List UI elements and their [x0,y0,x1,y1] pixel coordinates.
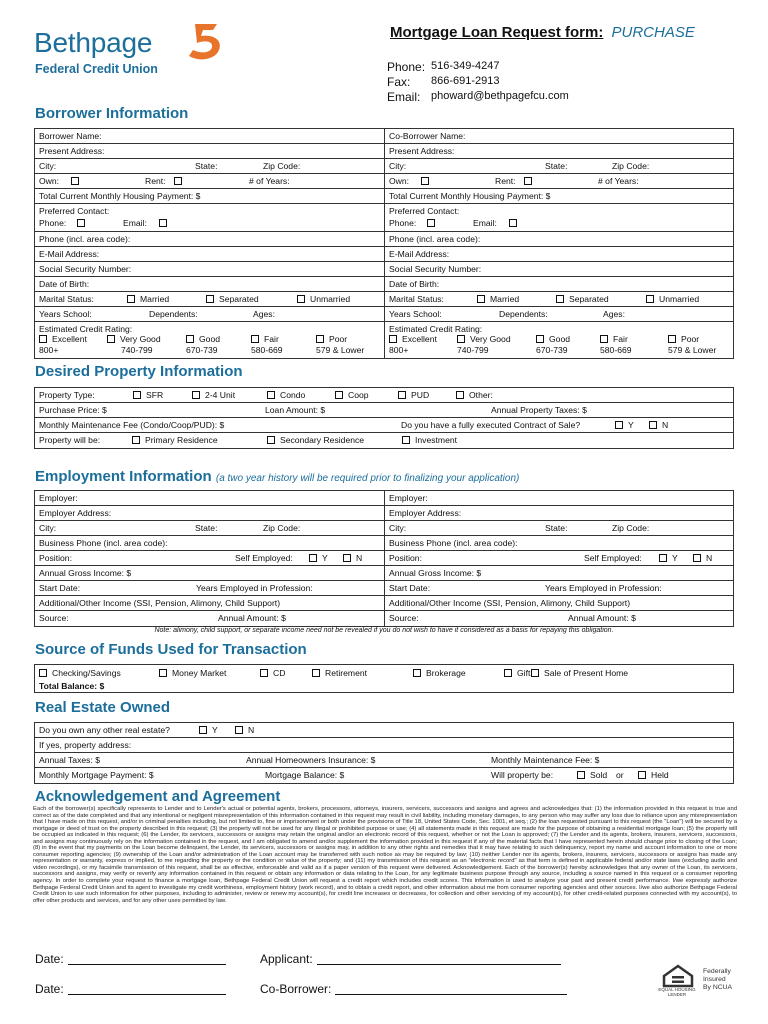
property-type-label: Property Type: [39,390,95,400]
option-label: Excellent [52,334,87,344]
option-label: Poor [681,334,700,344]
maintenance-fee-field[interactable]: Monthly Maintenance Fee (Condo/Coop/PUD): $ [39,420,225,430]
coborrower-phone-field[interactable]: Phone (incl. area code): [389,234,481,244]
checkbox-icon [260,669,268,677]
funds-retirement-option[interactable] [312,666,367,680]
primary-residence-option[interactable] [132,433,218,447]
co-gross-income-field[interactable]: Annual Gross Income: $ [389,568,482,578]
checkbox-icon [316,335,324,343]
borrower-pref-email-label: Email: [123,218,147,228]
coborrower-own-checkbox[interactable] [421,174,434,188]
fax-value: 866-691-2913 [431,75,500,87]
form-title-text: Mortgage Loan Request form: [390,24,604,41]
coborrower-rent-label: Rent: [495,176,516,186]
checkbox-icon [71,177,79,185]
checkbox-icon [297,295,305,303]
checkbox-icon [536,335,544,343]
borrower-housing-field[interactable]: Total Current Monthly Housing Payment: $ [39,191,201,201]
contract-no-option[interactable] [649,418,668,432]
self-employed-no[interactable] [343,551,362,565]
property-will-be-label: Property will be: [39,435,101,445]
contact-fax [387,75,500,89]
checkbox-icon [267,436,275,444]
coborrower-years-field[interactable]: # of Years: [598,176,639,186]
checkbox-icon [343,554,351,562]
option-label: Married [490,294,520,304]
option-label: Y [628,420,634,430]
option-label: Secondary Residence [280,435,365,445]
contact-phone [387,60,500,74]
checkbox-icon [174,177,182,185]
logo-name: Bethpage [34,27,153,58]
property-24unit-option[interactable] [192,388,235,402]
phone-label: Phone: [387,60,426,74]
co-employer-address-field[interactable]: Employer Address: [389,508,462,518]
purchase-price-field[interactable]: Purchase Price: $ [39,405,107,415]
borrower-ssn-field[interactable]: Social Security Number: [39,264,132,274]
checkbox-icon [524,177,532,185]
checkbox-icon [235,726,243,734]
borrower-own-label: Own: [39,176,60,186]
checkbox-icon [159,669,167,677]
option-label: Gift [517,668,531,678]
email-label: Email: [387,90,421,104]
borrower-ages-field[interactable]: Ages: [253,309,275,319]
co-source-field[interactable]: Source: [389,613,419,623]
funds-money-market-option[interactable] [159,666,226,680]
investment-option[interactable] [402,433,457,447]
option-label: N [356,553,363,563]
borrower-state-field[interactable]: State: [195,161,218,171]
borrower-pref-email-checkbox[interactable] [159,216,172,230]
applicant-signature[interactable] [260,952,561,966]
option-label: Primary Residence [145,435,218,445]
co-additional-income-label: Additional/Other Income (SSI, Pension, Alimony, Child Support) [389,598,631,608]
checkbox-icon [312,669,320,677]
mortgage-payment-field[interactable]: Monthly Mortgage Payment: $ [39,770,154,780]
section-realestate-title: Real Estate Owned [35,699,171,716]
co-self-employed-label: Self Employed: [584,553,642,563]
source-field[interactable]: Source: [39,613,69,623]
borrower-phone-field[interactable]: Phone (incl. area code): [39,234,131,244]
property-sfr-option[interactable] [133,388,163,402]
credit-range: 580-669 [251,345,283,355]
borrower-pref-phone-checkbox[interactable] [77,216,90,230]
option-label: Very Good [120,334,161,344]
coborrower-ages-field[interactable]: Ages: [603,309,625,319]
employment-subtitle: (a two year history will be required prior to finalizing your application) [215,473,520,484]
annual-amount-field[interactable]: Annual Amount: $ [218,613,286,623]
signature-line [335,994,567,995]
borrower-rent-checkbox[interactable] [174,174,187,188]
form-title [390,24,695,41]
other-property-address-field[interactable]: If yes, property address: [39,740,132,750]
co-employer-city-field[interactable]: City: [389,523,407,533]
own-other-yes[interactable] [199,723,218,737]
co-start-date-field[interactable]: Start Date: [389,583,431,593]
coborrower-housing-field[interactable]: Total Current Monthly Housing Payment: $ [389,191,551,201]
annual-taxes-field[interactable]: Annual Taxes: $ [39,755,100,765]
funds-brokerage-option[interactable] [413,666,466,680]
date-signature-1[interactable] [35,952,226,966]
credit-range: 740-799 [457,345,489,355]
option-label: PUD [411,390,430,400]
realestate-table [34,722,734,784]
borrower-address-field[interactable]: Present Address: [39,146,105,156]
checkbox-icon [335,391,343,399]
option-label: Checking/Savings [52,668,121,678]
co-annual-amount-field[interactable]: Annual Amount: $ [568,613,636,623]
total-balance-field[interactable]: Total Balance: $ [39,681,105,691]
checkbox-icon [659,554,667,562]
coborrower-pref-phone-checkbox[interactable] [427,216,440,230]
option-label: Other: [469,390,493,400]
credit-range: 800+ [39,345,59,355]
option-label: Condo [280,390,306,400]
additional-income-label: Additional/Other Income (SSI, Pension, Alimony, Child Support) [39,598,281,608]
employment-title-text: Employment Information [35,468,212,485]
will-property-be-label: Will property be: [491,770,554,780]
checkbox-icon [199,726,207,734]
coborrower-ssn-field[interactable]: Social Security Number: [389,264,482,274]
signature-line [68,964,226,965]
years-profession-field[interactable]: Years Employed in Profession: [196,583,313,593]
option-label: Fair [264,334,279,344]
borrower-table [34,128,734,359]
own-other-label: Do you own any other real estate? [39,725,170,735]
checkbox-icon [646,295,654,303]
checkbox-icon [77,219,85,227]
checkbox-icon [509,219,517,227]
form-title-type: PURCHASE [611,24,695,41]
option-label: N [662,420,669,430]
employer-city-field[interactable]: City: [39,523,57,533]
section-borrower-title: Borrower Information [35,105,189,122]
option-label: Poor [329,334,348,344]
checkbox-icon [456,391,464,399]
borrower-credit-label: Estimated Credit Rating: [39,324,133,334]
coborrower-signature[interactable] [260,982,567,996]
option-label: 2-4 Unit [205,390,236,400]
coborrower-address-field[interactable]: Present Address: [389,146,455,156]
coborrower-dob-field[interactable]: Date of Birth: [389,279,440,289]
option-label: Good [199,334,221,344]
business-phone-field[interactable]: Business Phone (incl. area code): [39,538,168,548]
option-label: Y [212,725,218,735]
option-label: Held [651,770,669,780]
property-held-option[interactable] [638,768,669,782]
checkbox-icon [477,295,485,303]
borrower-dob-field[interactable]: Date of Birth: [39,279,90,289]
funds-gift-option[interactable] [504,666,530,680]
borrower-pref-phone-label: Phone: [39,218,67,228]
checkbox-icon [615,421,623,429]
borrower-city-field[interactable]: City: [39,161,57,171]
option-label: Sold [590,770,608,780]
option-label: Unmarried [659,294,700,304]
borrower-email-field[interactable]: E-Mail Address: [39,249,100,259]
checkbox-icon [39,669,47,677]
funds-sale-option[interactable] [531,666,628,680]
checkbox-icon [504,669,512,677]
checkbox-icon [159,219,167,227]
coborrower-preferred-label: Preferred Contact: [389,206,460,216]
or-label: or [616,770,624,780]
fax-label: Fax: [387,75,411,89]
borrower-unmarried-option[interactable] [297,292,350,306]
borrower-school-field[interactable]: Years School: [39,309,92,319]
coborrower-email-field[interactable]: E-Mail Address: [389,249,450,259]
option-label: N [248,725,255,735]
coborrower-pref-email-label: Email: [473,218,497,228]
co-years-profession-field[interactable]: Years Employed in Profession: [545,583,662,593]
borrower-zip-field[interactable]: Zip Code: [263,161,301,171]
coborrower-credit-label: Estimated Credit Rating: [389,324,483,334]
employer-address-field[interactable]: Employer Address: [39,508,112,518]
option-label: Coop [348,390,369,400]
checkbox-icon [309,554,317,562]
checkbox-icon [389,335,397,343]
option-label: N [706,553,713,563]
checkbox-icon [133,391,141,399]
property-pud-option[interactable] [398,388,429,402]
gross-income-field[interactable]: Annual Gross Income: $ [39,568,132,578]
other-maintenance-fee-field[interactable]: Monthly Maintenance Fee: $ [491,755,600,765]
option-label: Money Market [172,668,227,678]
option-label: Very Good [470,334,511,344]
option-label: Married [140,294,170,304]
borrower-name-field[interactable]: Borrower Name: [39,131,102,141]
ack-paragraph: Each of the borrower(s) specifically represents to Lender and to Lender's actual or potential agents, brokers, processors, attorneys, insurers, servicers, successors and assigns and agrees and acknowledges that: (1) the information provided in this request is true and correct as of the date completed and that any intentional or negligent misrepresentation of this information contained in this request may result in civil liability, including monetary damages, to any person who may suffer any loss due to reliance upon any misrepresentation that I have made on this request, and/or in criminal penalties including, but not limited to, fine or imprisonment or both under the provisions of Title 18, United States Code, Sec. 1001, et seq.; (2) the loan requested pursuant to this request (the "Loan") will be secured by a mortgage or deed of trust on the property described in this request; (3) the property will not be used for any illegal or prohibited purpose or use; (4) all statements made in this request are made for the purpose of obtaining a residential mortgage loan; (5) the property will be occupied as indicated in this request; (6) the Lender, its servicers, successors or assigns may retain the original and/or an electronic record of this request, whether or not the Loan is approved; (7) the Lender and its agents, brokers, insurers, servicers, successors, and assigns may continuously rely on the information contained in the request, and I am obligated to amend and/or supplement the information provided in this request if any of the material facts that I have represented herein should change prior to closing of the Loan; (8) in the event that my payments on the Loan become delinquent, the Lender, its servicers, successors or assigns may, in addition to any other rights and remedies that it may have relating to such delinquency, report my name and account information to one or more consumer reporting agencies; (9) ownership of the Loan and/or administration of the Loan account may be transferred with such notice as may be required by law; (10) neither Lender nor its agents, brokers, insurers, servicers, successors or assigns has made any representation or warranty, express or implied, to me regarding the property or the condition or value of the property; and (11) my transmission of this request as an "electronic record" as that term is defined in applicable federal and/or state laws (excluding audio and video recordings), or my facsimile transmission of this request, shall be as effective, enforceable and valid as if a paper version of this request were delivered. Acknowledgement. Each of the borrower(s) hereby acknowledges that any owner of the Loan, its servicers, successors and assigns, may verify or reverify any information contained in this request or obtain any information or data relating to the Loan, for any legitimate business purpose through any source, including a source named in this request or a consumer reporting agency. In order to complete your request to finance a mortgage loan, Bethpage Federal Credit Union will request a credit report which includes credit scores. This information is used to analyze your past and present credit performance. I/we expressly authorize Bethpage Federal Credit Union and its agent to investigate my credit worthiness, employment history (work record), and to obtain a credit report, and other information about me from consumer reporting agencies and other sources. I/we also authorize Bethpage Federal Credit Union to use such information for other purposes, including to administer, review or renew my account(s), for credit line increases or decreases, for collection and other servicing of my account(s), for other credit-related purposes connected with my account(s), to offer other products and services, and for any other uses permitted by law. [33,806,737,904]
co-self-employed-no[interactable] [693,551,712,565]
bethpage-b-logo-icon [183,20,227,64]
property-condo-option[interactable] [267,388,305,402]
option-label: Y [322,553,328,563]
checkbox-icon [638,771,646,779]
checkbox-icon [132,436,140,444]
mortgage-balance-field[interactable]: Mortgage Balance: $ [265,770,345,780]
co-employer-zip-field[interactable]: Zip Code: [612,523,650,533]
signature-line [317,964,561,965]
coborrower-pref-phone-label: Phone: [389,218,417,228]
checkbox-icon [402,436,410,444]
date-label: Date: [35,982,64,996]
ncua-line: Insured [703,975,726,983]
homeowners-insurance-field[interactable]: Annual Homeowners Insurance: $ [246,755,376,765]
date-signature-2[interactable] [35,982,226,996]
option-label: Brokerage [426,668,466,678]
checkbox-icon [531,669,539,677]
co-employer-field[interactable]: Employer: [389,493,428,503]
phone-value: 516-349-4247 [431,60,500,72]
coborrower-married-option[interactable] [477,292,519,306]
ncua-line: Federally [703,968,731,975]
position-field[interactable]: Position: [39,553,72,563]
borrower-own-checkbox[interactable] [71,174,84,188]
employment-note: Note: alimony, child support, or separate income need not be revealed if you do not wish to have it considered as a basis for repaying this obligation. [154,627,614,634]
credit-range: 670-739 [536,345,568,355]
checkbox-icon [693,554,701,562]
credit-range: 580-669 [600,345,632,355]
ncua-badge [703,968,732,991]
borrower-marital-label: Marital Status: [39,294,94,304]
checkbox-icon [600,335,608,343]
checkbox-icon [649,421,657,429]
section-property-title: Desired Property Information [35,363,243,380]
funds-table [34,664,734,693]
option-label: Excellent [402,334,437,344]
coborrower-marital-label: Marital Status: [389,294,444,304]
borrower-years-field[interactable]: # of Years: [249,176,290,186]
coborrower-school-field[interactable]: Years School: [389,309,442,319]
co-position-field[interactable]: Position: [389,553,422,563]
employer-state-field[interactable]: State: [195,523,218,533]
borrower-preferred-label: Preferred Contact: [39,206,110,216]
property-other-option[interactable] [456,388,493,402]
section-funds-title: Source of Funds Used for Transaction [35,641,307,658]
employer-field[interactable]: Employer: [39,493,78,503]
coborrower-own-label: Own: [389,176,410,186]
option-label: Investment [415,435,458,445]
own-other-no[interactable] [235,723,254,737]
coborrower-state-field[interactable]: State: [545,161,568,171]
option-label: Fair [613,334,628,344]
contact-email [387,90,569,104]
borrower-dependents-field[interactable]: Dependents: [149,309,198,319]
checkbox-icon [107,335,115,343]
co-employer-state-field[interactable]: State: [545,523,568,533]
property-sold-option[interactable] [577,768,607,782]
property-coop-option[interactable] [335,388,369,402]
credit-range: 579 & Lower [668,345,717,355]
checkbox-icon [127,295,135,303]
checkbox-icon [668,335,676,343]
coborrower-label: Co-Borrower: [260,982,332,996]
equal-housing-text: EQUAL HOUSING LENDER [658,987,696,997]
funds-checking-option[interactable] [39,666,121,680]
coborrower-separated-option[interactable] [556,292,609,306]
loan-amount-field[interactable]: Loan Amount: $ [265,405,326,415]
borrower-married-option[interactable] [127,292,169,306]
checkbox-icon [206,295,214,303]
credit-range: 740-799 [121,345,153,355]
contract-yes-option[interactable] [615,418,634,432]
checkbox-icon [39,335,47,343]
email-value: phoward@bethpagefcu.com [431,90,569,102]
coborrower-zip-field[interactable]: Zip Code: [612,161,650,171]
credit-range: 670-739 [186,345,218,355]
employment-table [34,490,734,627]
coborrower-unmarried-option[interactable] [646,292,699,306]
self-employed-yes[interactable] [309,551,328,565]
self-employed-label: Self Employed: [235,553,293,563]
section-employment-title [35,468,519,485]
property-taxes-field[interactable]: Annual Property Taxes: $ [491,405,587,415]
checkbox-icon [421,177,429,185]
signature-line [68,994,226,995]
section-ack-title: Acknowledgement and Agreement [35,788,281,805]
coborrower-pref-email-checkbox[interactable] [509,216,522,230]
option-label: Retirement [325,668,368,678]
option-label: Good [549,334,571,344]
coborrower-rent-checkbox[interactable] [524,174,537,188]
employer-zip-field[interactable]: Zip Code: [263,523,301,533]
checkbox-icon [186,335,194,343]
option-label: Unmarried [310,294,351,304]
coborrower-dependents-field[interactable]: Dependents: [499,309,548,319]
co-business-phone-field[interactable]: Business Phone (incl. area code): [389,538,518,548]
checkbox-icon [427,219,435,227]
option-label: Y [672,553,678,563]
contract-label: Do you have a fully executed Contract of Sale? [401,420,581,430]
ncua-line: By NCUA [703,983,733,991]
checkbox-icon [251,335,259,343]
coborrower-name-field[interactable]: Co-Borrower Name: [389,131,466,141]
coborrower-city-field[interactable]: City: [389,161,407,171]
option-label: SFR [146,390,164,400]
secondary-residence-option[interactable] [267,433,364,447]
borrower-rent-label: Rent: [145,176,166,186]
property-table [34,387,734,449]
credit-range: 579 & Lower [316,345,365,355]
checkbox-icon [267,391,275,399]
start-date-field[interactable]: Start Date: [39,583,81,593]
date-label: Date: [35,952,64,966]
option-label: Separated [219,294,259,304]
funds-cd-option[interactable] [260,666,285,680]
applicant-label: Applicant: [260,952,313,966]
checkbox-icon [398,391,406,399]
checkbox-icon [556,295,564,303]
option-label: Sale of Present Home [544,668,629,678]
checkbox-icon [457,335,465,343]
credit-range: 800+ [389,345,409,355]
option-label: CD [273,668,286,678]
co-self-employed-yes[interactable] [659,551,678,565]
option-label: Separated [569,294,609,304]
logo-subtitle: Federal Credit Union [35,62,158,76]
checkbox-icon [413,669,421,677]
checkbox-icon [192,391,200,399]
borrower-separated-option[interactable] [206,292,259,306]
checkbox-icon [577,771,585,779]
